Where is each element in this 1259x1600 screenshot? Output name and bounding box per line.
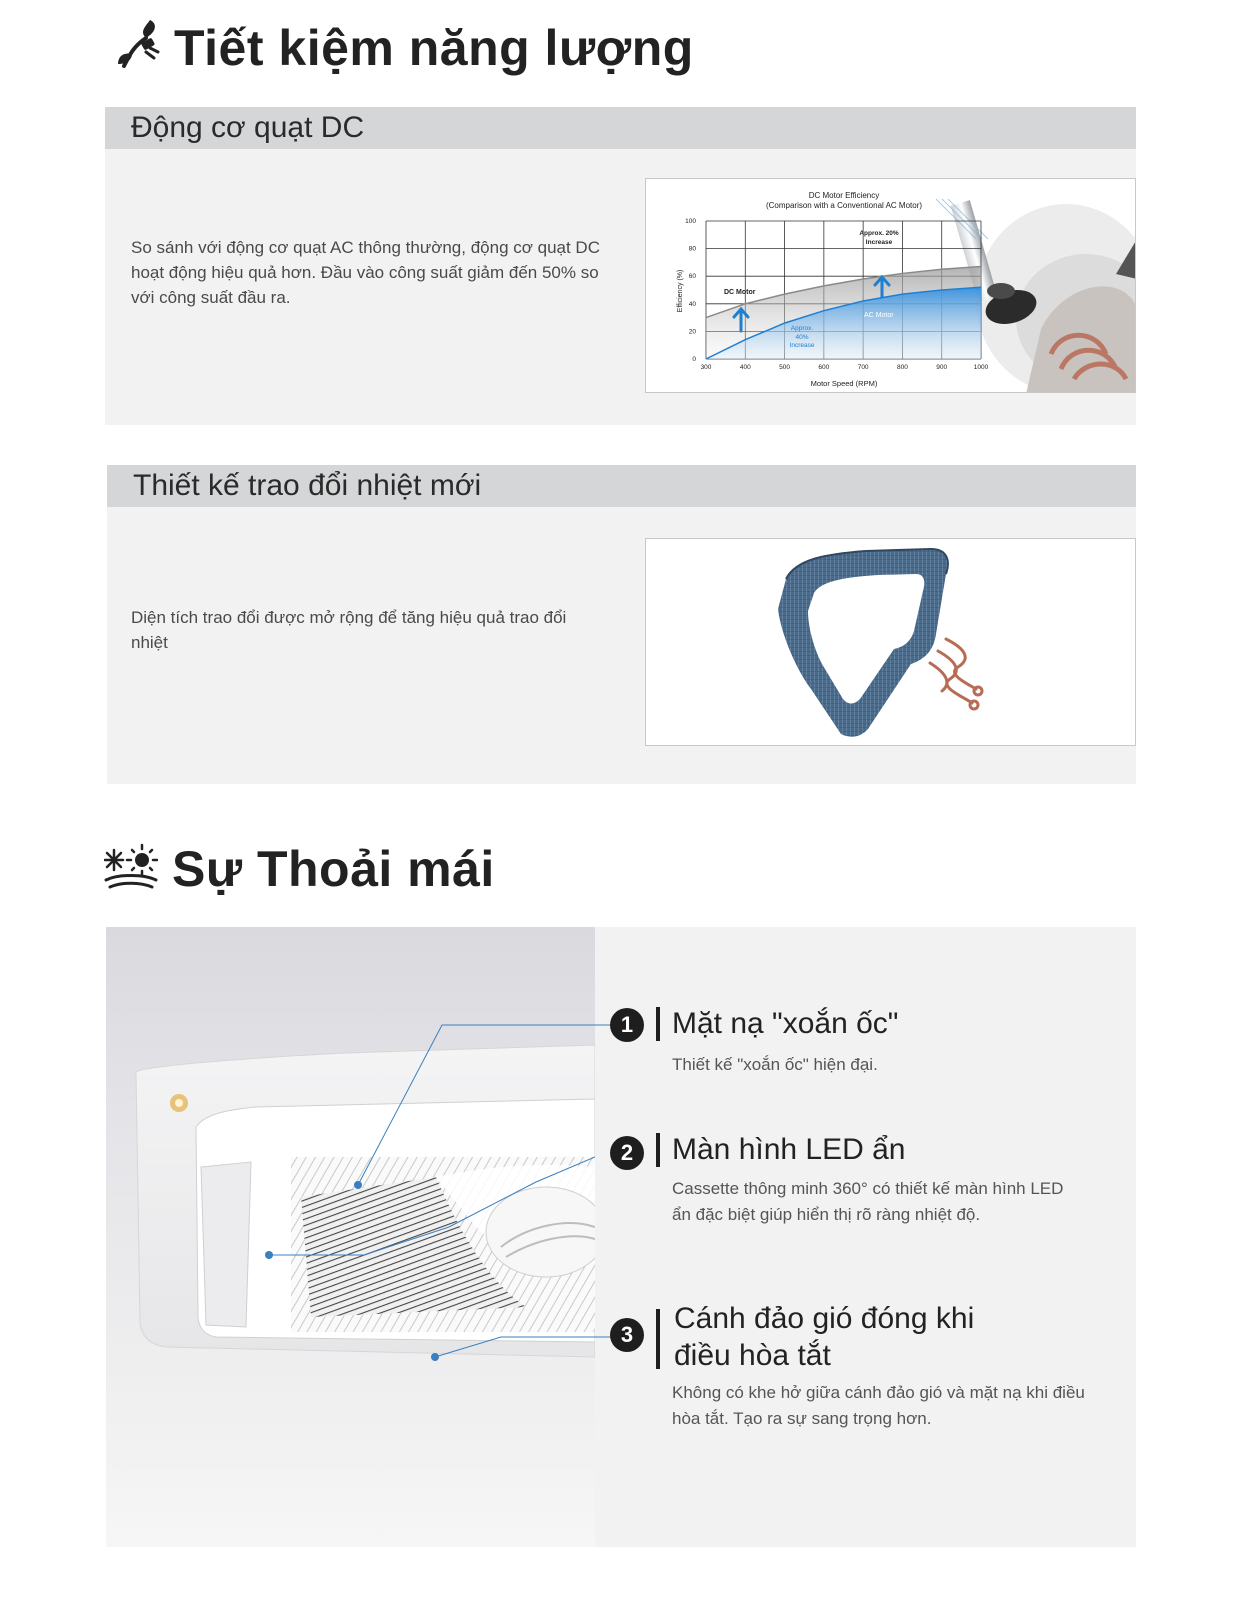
chart-ylabel: Efficiency (%) (677, 269, 684, 313)
heat-exchanger-description: Diện tích trao đổi được mở rộng để tăng hiệu quả trao đổi nhiệt (131, 608, 567, 652)
y-tick-label: 0 (692, 356, 696, 363)
chart-title-line1: DC Motor Efficiency (808, 191, 880, 200)
heat-exchanger-panel (107, 465, 1136, 784)
dc-motor-chart-image (645, 178, 1136, 393)
x-tick-label: 1000 (973, 364, 989, 371)
feature-2-title: Màn hình LED ẩn (672, 1133, 906, 1166)
x-tick-label: 600 (818, 364, 830, 371)
chart-areas (706, 267, 981, 359)
dc-motor-description: So sánh với động cơ quạt AC thông thường, động cơ quạt DC hoạt động hiệu quả hơn. Đầu vào công suất giảm đến 50% so với công suất đầu ra. (131, 238, 600, 307)
x-tick-label: 300 (700, 364, 712, 371)
approx-40-line3: Increase (789, 342, 815, 349)
x-tick-label: 400 (739, 364, 751, 371)
approx-40-line2: 40% (795, 334, 809, 341)
snowflake-sun-icon (104, 842, 158, 897)
coil-illustration (778, 549, 982, 737)
chart-title-line2: (Comparison with a Conventional AC Motor) (765, 201, 923, 210)
heat-exchanger-image (645, 538, 1136, 746)
feature-1-title: Mặt nạ "xoắn ốc" (672, 1007, 899, 1040)
efficiency-chart (646, 179, 1136, 393)
y-tick-label: 60 (688, 273, 696, 281)
dc-motor-panel (105, 107, 1136, 425)
heat-exchanger-header: Thiết kế trao đổi nhiệt mới (133, 469, 482, 502)
comfort-panel (106, 927, 1136, 1547)
dc-motor-header: Động cơ quạt DC (131, 111, 365, 144)
feature-1-bar (656, 1007, 660, 1041)
feature-2-number: 2 (610, 1136, 644, 1170)
feature-2-description: Cassette thông minh 360° có thiết kế màn hình LED ẩn đặc biệt giúp hiển thị rõ ràng nhiệt độ. (672, 1179, 1064, 1224)
y-tick-label: 20 (688, 328, 696, 336)
plug-leaf-icon (116, 18, 160, 77)
chart-xlabel: Motor Speed (RPM) (810, 379, 878, 388)
x-tick-label: 500 (779, 364, 791, 371)
feature-3-number: 3 (610, 1318, 644, 1352)
comfort-section-title (104, 840, 495, 898)
feature-1-description: Thiết kế "xoắn ốc" hiện đại. (672, 1055, 878, 1074)
x-tick-label: 700 (857, 364, 869, 371)
energy-title: Tiết kiệm năng lượng (174, 19, 694, 76)
feature-2-bar (656, 1133, 660, 1167)
y-tick-label: 40 (688, 300, 696, 308)
approx-20-line2: Increase (865, 239, 893, 246)
feature-3-bar (656, 1309, 660, 1369)
feature-1-number: 1 (610, 1008, 644, 1042)
energy-section-title (116, 18, 694, 77)
cassette-unit (136, 1045, 595, 1357)
dc-motor-series-label: DC Motor (724, 289, 756, 296)
heat-exchanger-header-bar (107, 465, 1136, 507)
cassette-photo (106, 927, 595, 1547)
feature-3-title-line1: Cánh đảo gió đóng khi (674, 1302, 975, 1335)
y-tick-label: 100 (685, 218, 696, 225)
approx-40-line1: Approx. (790, 325, 814, 332)
approx-20-line1: Approx. 20% (859, 230, 899, 237)
x-tick-label: 800 (896, 364, 908, 371)
feature-3-title-line2: điều hòa tắt (674, 1339, 831, 1372)
y-tick-label: 80 (688, 245, 696, 253)
x-tick-label: 900 (936, 364, 948, 371)
dc-motor-header-bar (105, 107, 1136, 149)
ac-motor-series-label: AC Motor (864, 312, 894, 319)
comfort-title: Sự Thoải mái (172, 841, 495, 897)
feature-3-description: Không có khe hở giữa cánh đảo gió và mặt nạ khi điều hòa tắt. Tạo ra sự sang trọng hơn. (672, 1383, 1085, 1428)
